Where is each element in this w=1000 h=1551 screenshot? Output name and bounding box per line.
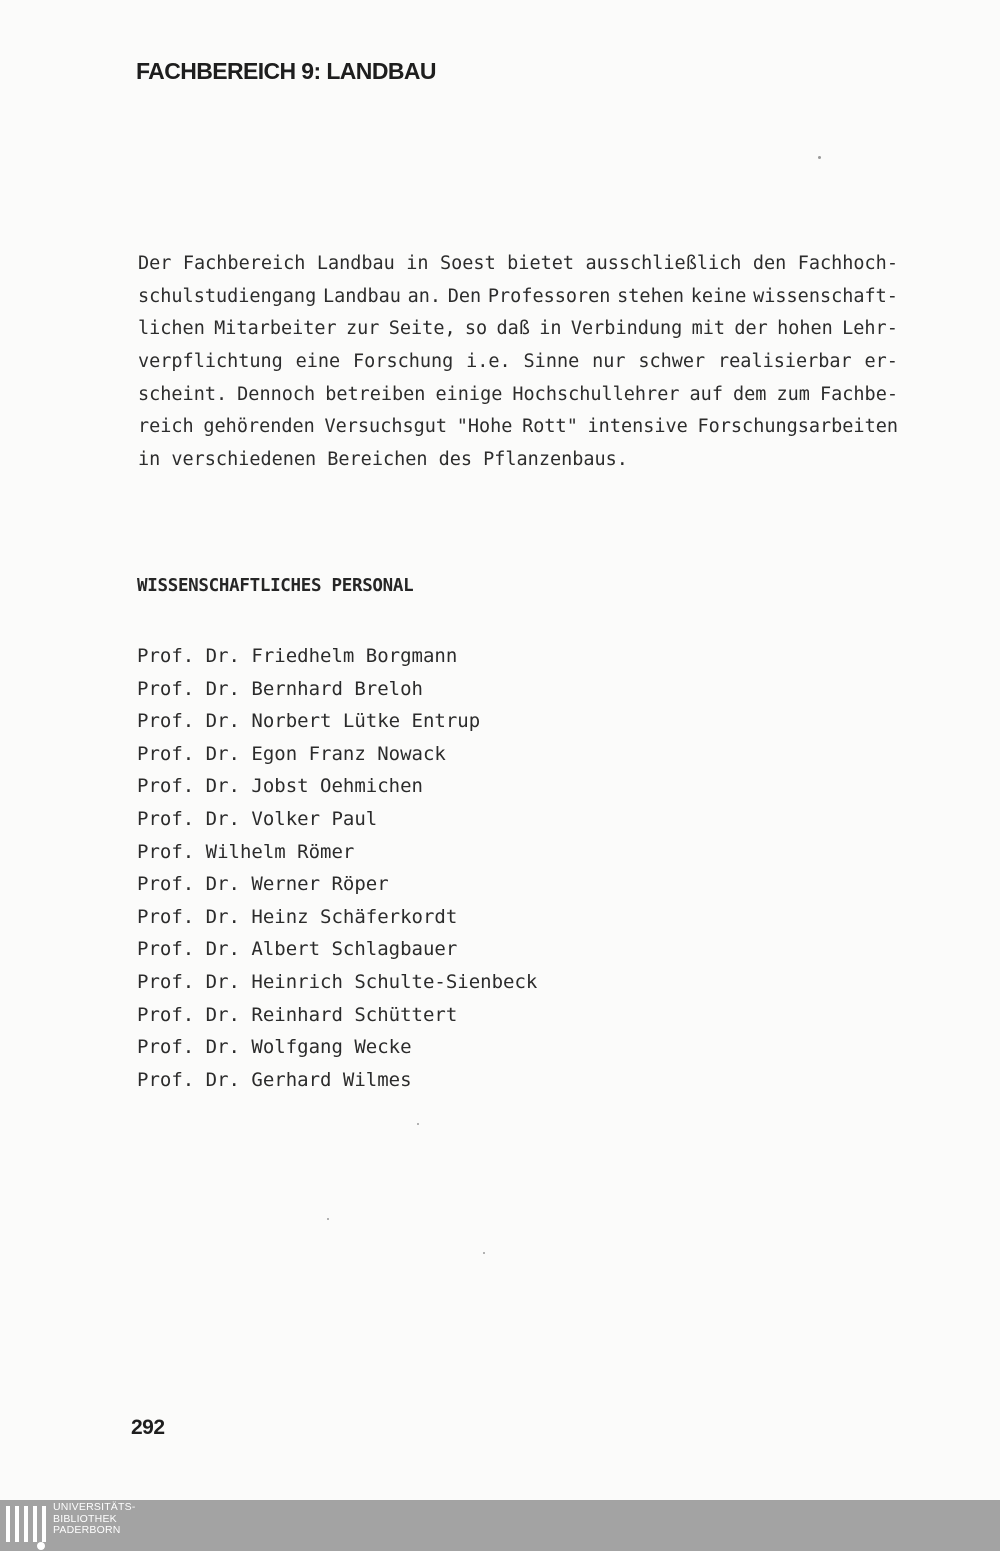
paragraph-word: er- bbox=[864, 351, 898, 373]
paragraph-word: schulstudiengang bbox=[138, 285, 317, 307]
paragraph-word: Mitarbeiter bbox=[214, 318, 337, 340]
paragraph-word: Dennoch bbox=[237, 383, 316, 405]
staff-member: Prof. Dr. Albert Schlagbauer bbox=[137, 938, 458, 961]
paragraph-word: stehen bbox=[617, 285, 684, 307]
staff-list bbox=[137, 640, 537, 1096]
paragraph-word: Pflanzenbaus. bbox=[483, 449, 628, 471]
paragraph-word: Landbau bbox=[322, 285, 401, 307]
paragraph-word: Fachbe- bbox=[820, 383, 898, 405]
paragraph-word: Den bbox=[447, 285, 482, 307]
paragraph-word: Seite, bbox=[388, 318, 456, 340]
paragraph-word: Soest bbox=[440, 253, 496, 274]
staff-member: Prof. Dr. Jobst Oehmichen bbox=[137, 775, 423, 798]
paragraph-word: an. bbox=[407, 285, 442, 307]
scan-speck bbox=[818, 156, 821, 159]
logo-dot-icon bbox=[37, 1542, 45, 1550]
paragraph-word: verschiedenen bbox=[171, 449, 317, 471]
paragraph-word: scheint. bbox=[138, 383, 228, 405]
paragraph-line bbox=[138, 313, 898, 346]
library-footer bbox=[0, 1500, 1000, 1551]
paragraph-word: reich bbox=[138, 416, 194, 438]
paragraph-word: eine bbox=[295, 351, 341, 373]
staff-member: Prof. Dr. Reinhard Schüttert bbox=[137, 1003, 458, 1026]
paragraph-word: wissenschaft- bbox=[753, 285, 898, 307]
paragraph-line bbox=[138, 444, 898, 477]
paragraph-word: Versuchsgut bbox=[324, 416, 448, 438]
paragraph-word: Professoren bbox=[487, 285, 611, 307]
page-number: 292 bbox=[131, 1416, 165, 1439]
scan-speck bbox=[327, 1218, 329, 1220]
paragraph-word: Hochschullehrer bbox=[512, 383, 680, 405]
paragraph-word: Landbau bbox=[316, 253, 395, 274]
staff-member: Prof. Dr. Bernhard Breloh bbox=[137, 677, 423, 700]
paragraph-word: hohen bbox=[777, 318, 833, 340]
staff-member: Prof. Dr. Wolfgang Wecke bbox=[137, 1036, 412, 1059]
logo-line: UNIVERSITÄTS- bbox=[53, 1501, 136, 1513]
paragraph-word: des bbox=[438, 449, 473, 471]
paragraph-word: zum bbox=[776, 383, 810, 405]
paragraph-word: in bbox=[539, 318, 562, 340]
staff-member: Prof. Dr. Werner Röper bbox=[137, 873, 389, 896]
paragraph-word: Der bbox=[138, 253, 172, 274]
paragraph-word: zur bbox=[346, 318, 380, 340]
paragraph-word: i.e. bbox=[466, 351, 511, 373]
paragraph-word: Bereichen bbox=[327, 449, 428, 471]
paragraph-word: den bbox=[752, 253, 787, 274]
scan-speck bbox=[483, 1252, 485, 1254]
paragraph-word: ausschließlich bbox=[585, 253, 742, 274]
staff-member: Prof. Dr. Volker Paul bbox=[137, 807, 378, 830]
paragraph-word: betreiben bbox=[325, 383, 426, 405]
staff-member: Prof. Dr. Heinz Schäferkordt bbox=[137, 905, 458, 928]
staff-member: Prof. Dr. Egon Franz Nowack bbox=[137, 742, 446, 765]
paragraph-word: Forschungsarbeiten bbox=[697, 416, 898, 438]
paragraph-line bbox=[138, 248, 898, 281]
paragraph-word: Verbindung bbox=[570, 318, 683, 340]
paragraph-word: Fachhoch- bbox=[797, 253, 898, 274]
paragraph-word: schwer bbox=[638, 351, 706, 373]
paragraph-line bbox=[138, 281, 898, 314]
paragraph-word: mit bbox=[691, 318, 726, 340]
page-heading: FACHBEREICH 9: LANDBAU bbox=[136, 58, 436, 84]
paragraph-word: Fachbereich bbox=[182, 253, 306, 274]
paragraph-word: gehörenden bbox=[203, 416, 315, 438]
logo-line: BIBLIOTHEK bbox=[53, 1512, 117, 1525]
paragraph-word: daß bbox=[496, 318, 530, 340]
paragraph-word: lichen bbox=[138, 318, 205, 340]
staff-member: Prof. Dr. Norbert Lütke Entrup bbox=[137, 710, 481, 733]
staff-member: Prof. Dr. Friedhelm Borgmann bbox=[137, 645, 458, 667]
paragraph-word: in bbox=[406, 253, 429, 274]
paragraph-word: so bbox=[464, 318, 488, 340]
paragraph-word: Rott" bbox=[522, 416, 578, 438]
paragraph-word: realisierbar bbox=[718, 351, 852, 373]
paragraph-word: intensive bbox=[587, 416, 688, 438]
paragraph-word: "Hohe bbox=[456, 416, 513, 438]
paragraph-word: dem bbox=[733, 383, 767, 405]
staff-member: Prof. Dr. Heinrich Schulte-Sienbeck bbox=[137, 970, 538, 993]
library-logo-text bbox=[53, 1502, 136, 1537]
paragraph-word: auf bbox=[689, 383, 723, 405]
scan-speck bbox=[417, 1123, 419, 1125]
staff-member: Prof. Dr. Gerhard Wilmes bbox=[137, 1068, 412, 1091]
intro-paragraph bbox=[138, 248, 898, 477]
paragraph-word: nur bbox=[592, 351, 626, 373]
paragraph-word: Lehr- bbox=[842, 318, 898, 340]
library-logo-icon bbox=[6, 1506, 46, 1542]
paragraph-word: Sinne bbox=[523, 351, 580, 373]
paragraph-word: bietet bbox=[507, 253, 574, 274]
paragraph-word: einige bbox=[435, 383, 503, 405]
paragraph-word: verpflichtung bbox=[138, 351, 283, 373]
paragraph-line bbox=[138, 411, 898, 444]
paragraph-word: der bbox=[734, 318, 768, 340]
paragraph-word: in bbox=[138, 449, 161, 471]
logo-line: PADERBORN bbox=[53, 1524, 121, 1536]
paragraph-word: keine bbox=[690, 285, 747, 307]
paragraph-line bbox=[138, 379, 898, 412]
section-heading: WISSENSCHAFTLICHES PERSONAL bbox=[137, 576, 414, 596]
paragraph-word: Forschung bbox=[353, 351, 454, 373]
paragraph-line bbox=[138, 346, 898, 379]
staff-member: Prof. Wilhelm Römer bbox=[137, 840, 355, 863]
